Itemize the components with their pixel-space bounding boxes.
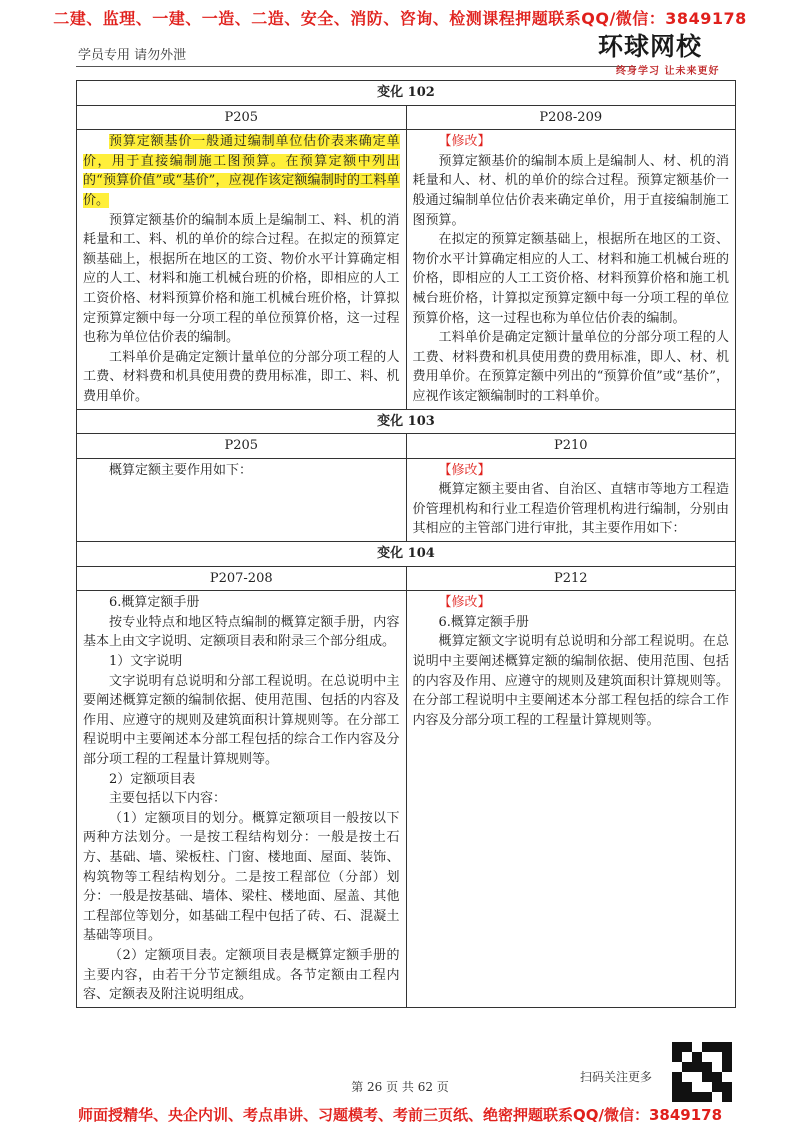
page-number: 第 26 页 共 62 页 bbox=[351, 1080, 449, 1094]
paragraph: 概算定额文字说明有总说明和分部工程说明。在总说明中主要阐述概算定额的编制依据、使用范围、包括的内容及作用、应遵守的规则及建筑面积计算规则等。在分部工程说明中主要阐述本分部工程包括的综合工作内容及分部分项工程的工程量计算规则等。 bbox=[412, 634, 729, 728]
logo bbox=[598, 32, 738, 80]
old-page-ref: P205 bbox=[77, 434, 407, 459]
revision-tag: 【修改】 bbox=[438, 595, 491, 611]
section-title: 变化 102 bbox=[77, 81, 736, 106]
top-banner: 二建、监理、一建、一造、二造、安全、消防、咨询、检测课程押题联系QQ/微信：3849178 bbox=[53, 9, 747, 28]
old-text-cell bbox=[77, 130, 407, 409]
scan-label: 扫码关注更多 bbox=[580, 1070, 653, 1084]
new-text-cell bbox=[406, 458, 736, 541]
bottom-banner: 师面授精华、央企内训、考点串讲、习题模考、考前三页纸、绝密押题联系QQ/微信：3849178 bbox=[77, 1106, 723, 1124]
paragraph: （1）定额项目的划分。概算定额项目一般按以下两种方法划分。一是按工程结构划分：一般是按土石方、基础、墙、梁板柱、门窗、楼地面、屋面、装饰、构筑物等工程结构划分。二是按工程部位（分部）划分：一般是按基础、墙体、梁柱、楼地面、屋盖、其他工程部位等划分，如基础工程中包括了砖、石、混凝土基础等项目。 bbox=[83, 810, 400, 944]
paragraph: 主要包括以下内容： bbox=[109, 791, 227, 807]
new-page-ref: P212 bbox=[406, 566, 736, 591]
old-text-cell bbox=[77, 458, 407, 541]
paragraph: 按专业特点和地区特点编制的概算定额手册，内容基本上由文字说明、定额项目表和附录三个部分组成。 bbox=[83, 614, 400, 650]
new-page-ref: P208-209 bbox=[406, 105, 736, 130]
paragraph: 预算定额基价的编制本质上是编制人、材、机的消耗量和人、材、机的单价的综合过程。预算定额基价一般通过编制单位估价表来确定单价，用于直接编制施工图预算。 bbox=[412, 153, 729, 228]
paragraph: 2）定额项目表 bbox=[109, 771, 196, 787]
old-text-cell bbox=[77, 591, 407, 1007]
logo-text: 环球网校 bbox=[598, 32, 703, 61]
logo-slogan: 终身学习 让未来更好 bbox=[616, 66, 720, 77]
paragraph: 概算定额主要由省、自治区、直辖市等地方工程造价管理机构和行业工程造价管理机构进行编制，分别由其相应的主管部门进行审批，其主要作用如下： bbox=[412, 482, 729, 537]
old-page-ref: P207-208 bbox=[77, 566, 407, 591]
paragraph: 预算定额基价的编制本质上是编制工、料、机的消耗量和工、料、机的单价的综合过程。在拟定的预算定额基础上，根据所在地区的工资、物价水平计算确定相应的人工、材料和施工机械台班的价格，即相应的人工工资价格、材料预算价格和施工机械台班价格，计算拟定预算定额中每一分项工程的单位预算价格，这一过程也称为单位估价表的编制。 bbox=[83, 212, 400, 346]
paragraph: 概算定额主要作用如下： bbox=[109, 462, 253, 478]
paragraph: 1）文字说明 bbox=[109, 654, 183, 670]
paragraph: 预算定额基价一般通过编制单位估价表来确定单价，用于直接编制施工图预算。在预算定额中列出的“预算价值”或“基价”，应视作该定额编制时的工料单价。 bbox=[83, 134, 400, 208]
paragraph: 6.概算定额手册 bbox=[438, 614, 529, 630]
revision-tag: 【修改】 bbox=[438, 462, 491, 478]
new-text-cell bbox=[406, 130, 736, 409]
paragraph: 6.概算定额手册 bbox=[109, 595, 200, 611]
section-title: 变化 104 bbox=[77, 542, 736, 567]
new-text-cell bbox=[406, 591, 736, 1007]
paragraph: 工料单价是确定定额计量单位的分部分项工程的人工费、材料费和机具使用费的费用标准，即人、材、机费用单价。在预算定额中列出的“预算价值”或“基价”，应视作该定额编制时的工料单价。 bbox=[412, 330, 729, 404]
comparison-table bbox=[76, 80, 736, 1008]
header-label: 学员专用 请勿外泄 bbox=[78, 48, 187, 63]
old-page-ref: P205 bbox=[77, 105, 407, 130]
paragraph: 工料单价是确定定额计量单位的分部分项工程的人工费、材料费和机具使用费的费用标准，即工、料、机费用单价。 bbox=[83, 349, 400, 404]
new-page-ref: P210 bbox=[406, 434, 736, 459]
header-divider bbox=[76, 66, 636, 67]
paragraph: 在拟定的预算定额基础上，根据所在地区的工资、物价水平计算确定相应的人工、材料和施工机械台班的价格，即相应的人工工资价格、材料预算价格和施工机械台班价格，计算拟定预算定额中每一分项工程的单位预算价格，这一过程也称为单位估价表的编制。 bbox=[412, 232, 729, 326]
paragraph: 文字说明有总说明和分部工程说明。在总说明中主要阐述概算定额的编制依据、使用范围、包括的内容及作用、应遵守的规则及建筑面积计算规则等。在分部工程说明中主要阐述本分部工程包括的综合工作内容及分部分项工程的工程量计算规则等。 bbox=[83, 673, 400, 767]
revision-tag: 【修改】 bbox=[438, 134, 491, 150]
paragraph: （2）定额项目表。定额项目表是概算定额手册的主要内容，由若干分节定额组成。各节定额由工程内容、定额表及附注说明组成。 bbox=[83, 947, 400, 1003]
section-title: 变化 103 bbox=[77, 409, 736, 434]
